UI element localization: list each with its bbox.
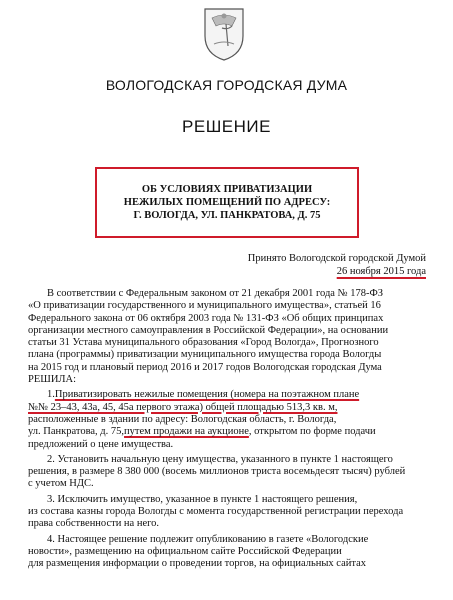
highlighted-text: путем продажи на аукционе (124, 426, 249, 438)
acceptance-note (248, 252, 426, 278)
text-line: плана (программы) приватизации муниципального имущества города Вологды (28, 349, 382, 361)
intro-paragraph (28, 288, 426, 386)
text-line: статьи 31 Устава муниципального образования «Город Вологда», Прогнозного (28, 337, 379, 349)
text-line: из состава казны города Вологды с момента государственной регистрации перехода (28, 506, 404, 518)
text-line: для размещения информации о проведении торгов, на официальных сайтах (28, 558, 366, 570)
paragraph-number: 1. (47, 389, 55, 401)
paragraph-2 (28, 454, 426, 491)
text-line (28, 402, 426, 414)
title-line: ОБ УСЛОВИЯХ ПРИВАТИЗАЦИИ (141, 184, 313, 195)
text-line: новости», размещению на официальном сайте Российской Федерации (28, 545, 342, 557)
document-type: РЕШЕНИЕ (182, 117, 271, 136)
text-line: с учетом НДС. (28, 478, 94, 490)
coat-of-arms-icon (202, 6, 246, 62)
text-line: Федерального закона от 06 октября 2003 года № 131-ФЗ «Об общих принципах (28, 312, 384, 324)
text-line: предложений о цене имущества. (28, 438, 174, 450)
text-line: 2. Установить начальную цену имущества, указанного в пункте 1 настоящего (47, 453, 393, 465)
text-line: «О приватизации государственного и муниципального имущества», статьей 16 (28, 300, 381, 312)
paragraph-1 (28, 389, 426, 450)
decision-title-box (95, 167, 359, 238)
text-line (28, 426, 426, 438)
paragraph-3 (28, 494, 426, 531)
text-line: на 2015 год и плановый период 2016 и 2017 годов Вологодская городская Дума (28, 361, 382, 373)
highlighted-text: №№ 23–43, 43а, 45, 45а первого этажа) общей площадью 513,3 кв. м, (28, 401, 338, 413)
highlighted-text: Приватизировать нежилые помещения (номера на поэтажном плане (54, 389, 360, 401)
text-line: РЕШИЛА: (28, 374, 77, 386)
organization-name: ВОЛОГОДСКАЯ ГОРОДСКАЯ ДУМА (105, 77, 348, 93)
text-line: 4. Настоящее решение подлежит опубликованию в газете «Вологодские (47, 533, 369, 545)
text-line: организации местного самоуправления в Российской Федерации», на основании (28, 324, 389, 336)
accepted-date: 26 ноября 2015 года (336, 266, 426, 277)
title-line: НЕЖИЛЫХ ПОМЕЩЕНИЙ ПО АДРЕСУ: (123, 197, 331, 208)
text-line: решения, в размере 8 380 000 (восемь миллионов триста восемьдесят тысяч) рублей (28, 466, 406, 478)
accepted-by: Принято Вологодской городской Думой (247, 253, 426, 264)
text-segment: , открытом по форме подачи (248, 426, 376, 438)
paragraph-4 (28, 534, 426, 571)
text-line: В соответствии с Федеральным законом от 21 декабря 2001 года № 178-ФЗ (47, 288, 384, 299)
document-body (28, 288, 426, 571)
title-line: Г. ВОЛОГДА, УЛ. ПАНКРАТОВА, Д. 75 (133, 210, 321, 221)
text-line (28, 389, 426, 401)
text-line: 3. Исключить имущество, указанное в пункте 1 настоящего решения, (47, 493, 358, 505)
text-segment: ул. Панкратова, д. 75, (28, 426, 125, 438)
text-line: расположенные в здании по адресу: Вологодская область, г. Вологда, (28, 413, 337, 425)
text-line: права собственности на него. (28, 518, 160, 530)
